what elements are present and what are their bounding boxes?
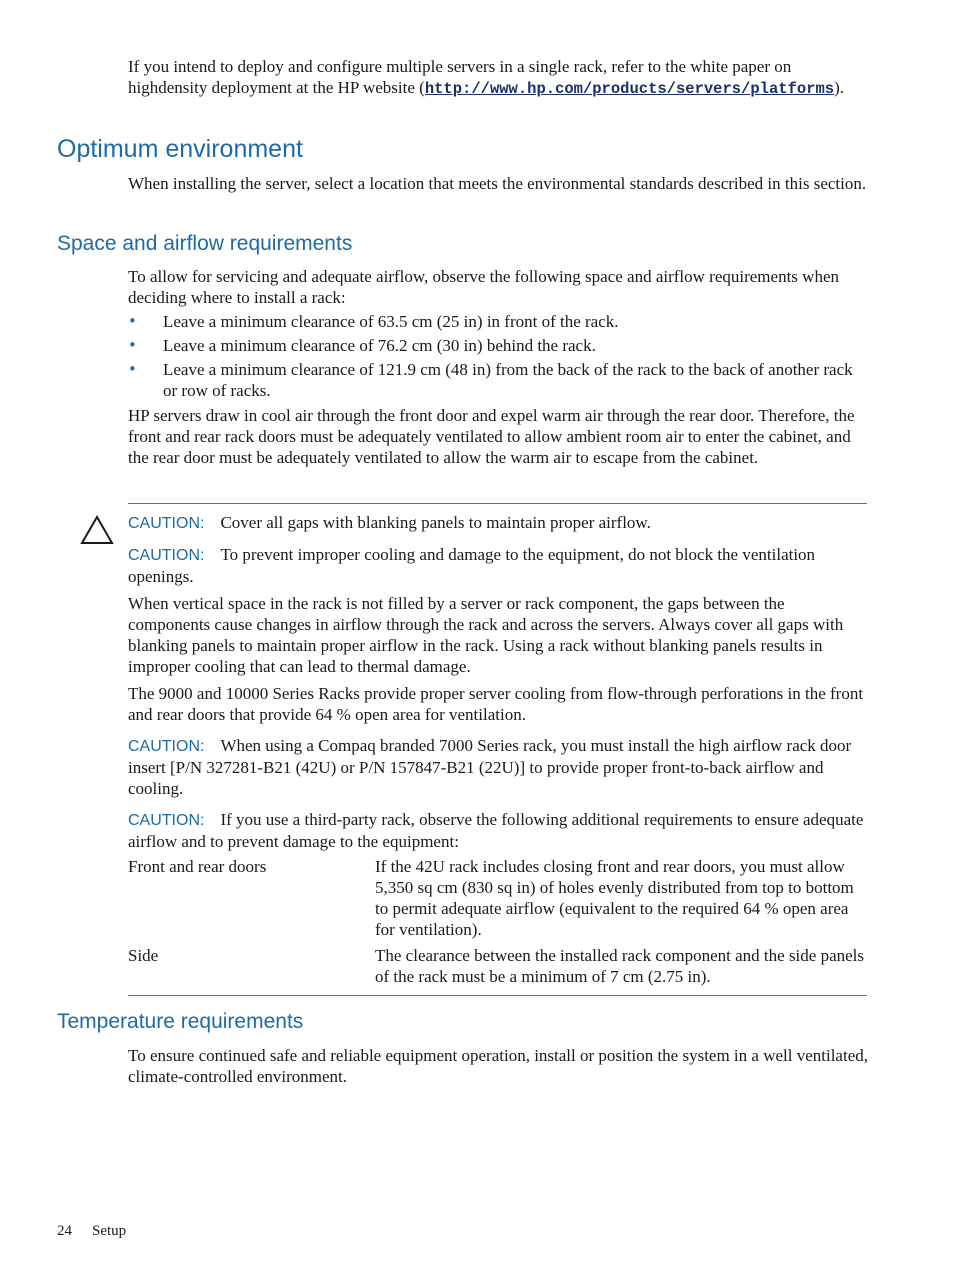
- bullet-text: Leave a minimum clearance of 121.9 cm (48 in) from the back of the rack to the back of another rack or row of racks.: [163, 360, 853, 400]
- caution-bottom-rule: [128, 995, 867, 996]
- airflow-paragraph: HP servers draw in cool air through the front door and expel warm air through the rear door. Therefore, the front and rear rack doors must be adequately ventilated to allow ambient room air to enter the cabinet, and the rear door must be adequately ventilated to allow the warm air to escape from the cabinet.: [128, 406, 855, 467]
- caution-2-text: To prevent improper cooling and damage to the equipment, do not block the ventilation openings.: [128, 545, 816, 586]
- caution-section: [128, 512, 868, 992]
- intro-paragraph: [128, 56, 868, 100]
- intro-text-after: ).: [834, 78, 845, 97]
- bullet-icon: •: [128, 336, 137, 354]
- bullet-text: Leave a minimum clearance of 63.5 cm (25 in) in front of the rack.: [163, 312, 619, 331]
- temperature-text: To ensure continued safe and reliable equipment operation, install or position the system in a well ventilated, climate-controlled environment.: [128, 1046, 868, 1086]
- optimum-text: When installing the server, select a location that meets the environmental standards described in this section.: [128, 174, 867, 193]
- footer-section: Setup: [92, 1223, 127, 1239]
- table-desc: The clearance between the installed rack component and the side panels of the rack must be a minimum of 7 cm (2.75 in).: [375, 946, 865, 986]
- series-racks-paragraph: The 9000 and 10000 Series Racks provide proper server cooling from flow-through perforations in the front and rear doors that provide 64 % open area for ventilation.: [128, 684, 864, 724]
- caution-1: [128, 512, 868, 534]
- caution-label: CAUTION:: [128, 738, 205, 755]
- bullet-icon: •: [128, 312, 137, 330]
- caution-triangle-icon: [80, 515, 114, 545]
- heading-temperature: Temperature requirements: [57, 1010, 304, 1033]
- table-row: [128, 945, 868, 992]
- caution-label: CAUTION:: [128, 515, 205, 532]
- third-party-rack-table: [128, 856, 868, 992]
- table-term: Side: [128, 946, 159, 965]
- table-desc: If the 42U rack includes closing front and rear doors, you must allow 5,350 sq cm (830 sq in) of holes evenly distributed from top to bottom to permit adequate airflow (equivalent to the required 64 % open area for ventilation).: [375, 857, 854, 939]
- optimum-paragraph: [128, 173, 868, 194]
- page-number: 24: [57, 1223, 72, 1239]
- caution-label: CAUTION:: [128, 812, 205, 829]
- blanking-paragraph: When vertical space in the rack is not filled by a server or rack component, the gaps between the components cause changes in airflow through the rack and across the servers. Always cover all gaps with blanking panels to maintain proper airflow in the rack. Using a rack without blanking panels results in improper cooling that can lead to thermal damage.: [128, 594, 844, 676]
- caution-3-text: When using a Compaq branded 7000 Series rack, you must install the high airflow rack door insert [P/N 327281-B21 (42U) or P/N 157847-B21 (22U)] to provide proper front-to-back airflow and cooling.: [128, 736, 852, 798]
- caution-label: CAUTION:: [128, 547, 205, 564]
- hp-platforms-link[interactable]: http://www.hp.com/products/servers/platforms: [424, 80, 835, 98]
- page-footer: [57, 1222, 126, 1240]
- bullet-text: Leave a minimum clearance of 76.2 cm (30 in) behind the rack.: [163, 336, 596, 355]
- list-item: [128, 311, 868, 332]
- table-term: Front and rear doors: [128, 857, 267, 876]
- list-item: [128, 359, 868, 401]
- caution-2: [128, 544, 868, 587]
- space-bullet-list: [128, 311, 868, 401]
- list-item: [128, 335, 868, 356]
- caution-3: [128, 735, 868, 799]
- caution-4: [128, 809, 868, 852]
- space-intro: To allow for servicing and adequate airflow, observe the following space and airflow requirements when deciding where to install a rack:: [128, 267, 839, 307]
- bullet-icon: •: [128, 360, 137, 378]
- table-row: [128, 856, 868, 945]
- temperature-paragraph: [128, 1045, 868, 1087]
- space-section: [128, 266, 868, 468]
- caution-4-text: If you use a third-party rack, observe the following additional requirements to ensure adequate airflow and to prevent damage to the equipment:: [128, 810, 864, 851]
- heading-space-airflow: Space and airflow requirements: [57, 232, 353, 255]
- intro-text-before: If you intend to deploy and configure multiple servers in a single rack, refer to the white paper on highdensity deployment at the HP website (: [128, 57, 792, 97]
- heading-optimum-environment: Optimum environment: [57, 135, 303, 163]
- caution-top-rule: [128, 503, 867, 504]
- caution-1-text: Cover all gaps with blanking panels to maintain proper airflow.: [220, 513, 651, 532]
